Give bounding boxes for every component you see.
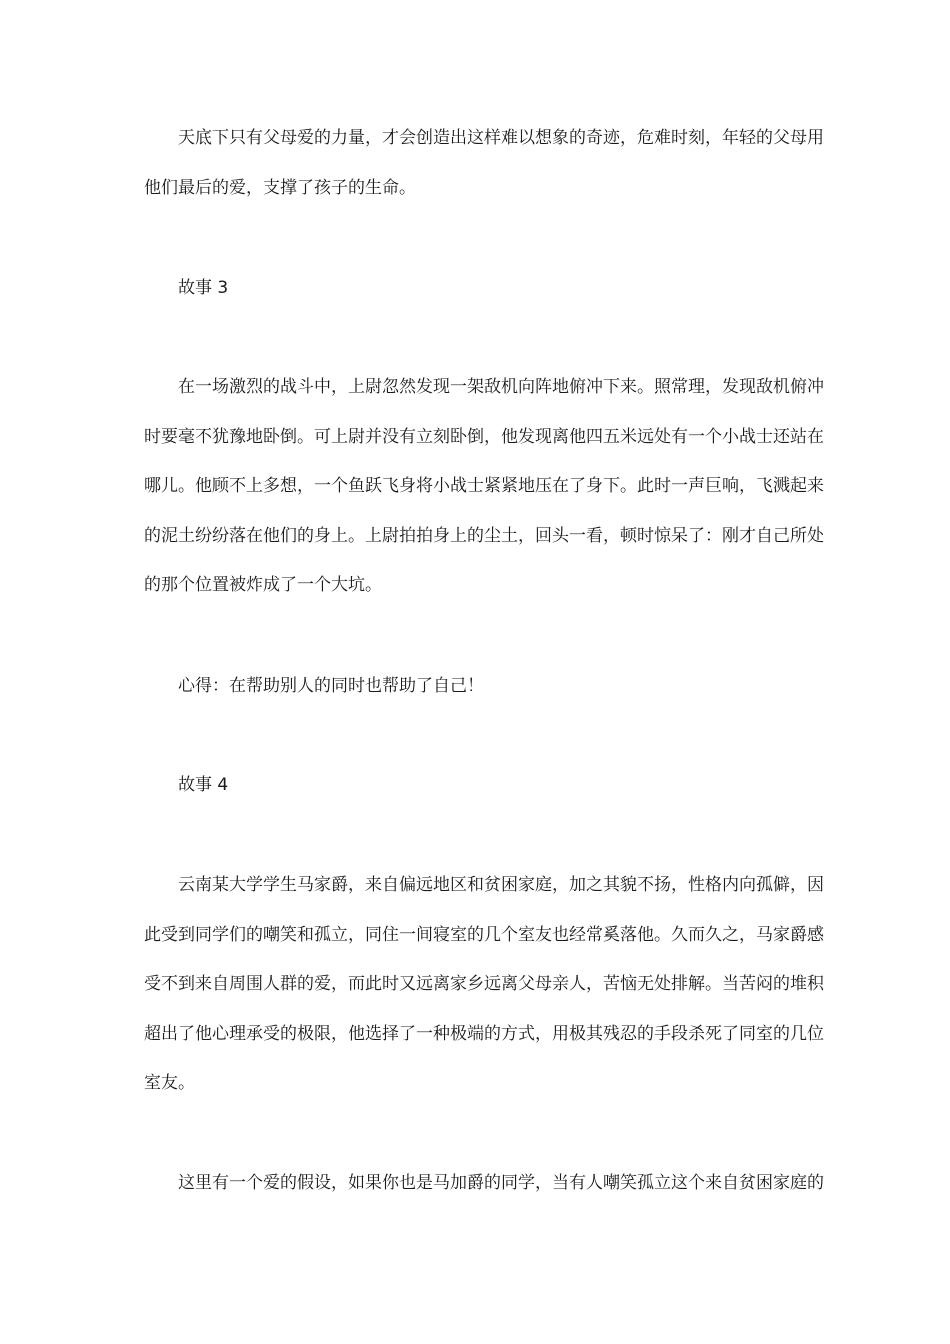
text-line: 超出了他心理承受的极限，他选择了一种极端的方式，用极其残忍的手段杀死了同室的几位 <box>144 1023 824 1044</box>
lesson-text: 心得：在帮助别人的同时也帮助了自己！ <box>178 676 484 696</box>
text-line: 他们最后的爱，支撑了孩子的生命。 <box>144 177 416 198</box>
text-line: 的那个位置被炸成了一个大坑。 <box>144 575 382 596</box>
text-line: 时要毫不犹豫地卧倒。可上尉并没有立刻卧倒，他发现离他四五米远处有一个小战士还站在 <box>144 426 824 447</box>
heading-story-3: 故事 3 <box>178 278 229 298</box>
paragraph-parent-love <box>144 114 824 213</box>
text-line: 室友。 <box>144 1073 195 1094</box>
paragraph-captain-story <box>144 363 824 611</box>
text-line: 受不到来自周围人群的爱，而此时又远离家乡远离父母亲人，苦恼无处排解。当苦闷的堆积 <box>144 974 824 995</box>
heading-story-4: 故事 4 <box>178 775 229 795</box>
paragraph-ma-jiajue-story <box>144 861 824 1109</box>
text-line: 天底下只有父母爱的力量，才会创造出这样难以想象的奇迹，危难时刻，年轻的父母用 <box>178 128 824 148</box>
text-line: 云南某大学学生马家爵，来自偏远地区和贫困家庭，加之其貌不扬，性格内向孤僻，因 <box>178 875 824 895</box>
text-line: 在一场激烈的战斗中，上尉忽然发现一架敌机向阵地俯冲下来。照常理，发现敌机俯冲 <box>178 377 824 397</box>
text-line: 此受到同学们的嘲笑和孤立，同住一间寝室的几个室友也经常奚落他。久而久之，马家爵感 <box>144 924 824 945</box>
text-line: 这里有一个爱的假设，如果你也是马加爵的同学，当有人嘲笑孤立这个来自贫困家庭的 <box>178 1173 824 1193</box>
text-line: 的泥土纷纷落在他们的身上。上尉拍拍身上的尘土，回头一看，顿时惊呆了：刚才自己所处 <box>144 525 824 546</box>
paragraph-love-hypothesis <box>144 1159 824 1209</box>
text-line: 哪儿。他顾不上多想，一个鱼跃飞身将小战士紧紧地压在了身下。此时一声巨响，飞溅起来 <box>144 476 824 497</box>
